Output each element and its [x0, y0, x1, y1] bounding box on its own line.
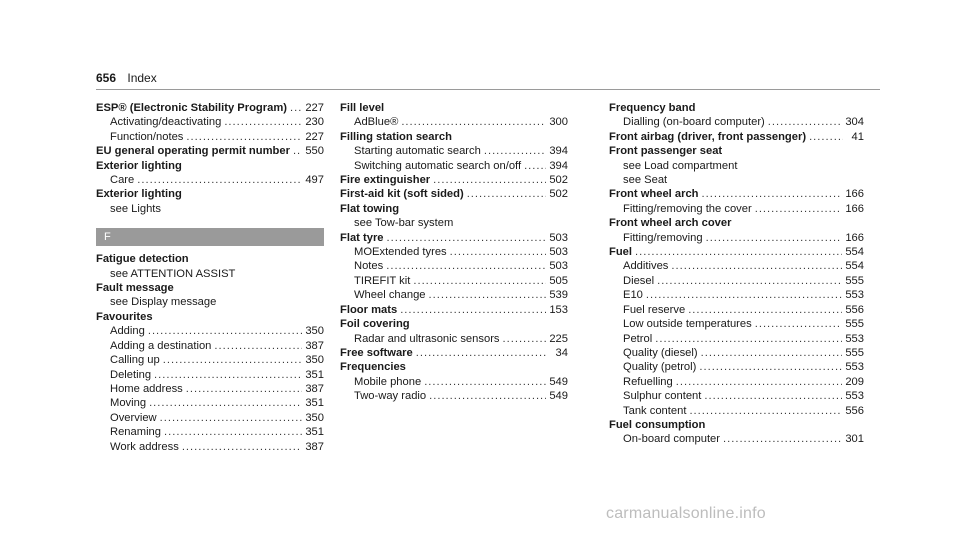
index-entry [340, 187, 568, 201]
page-title: Index [127, 71, 157, 85]
index-subentry [96, 368, 324, 382]
page-ref: 539 [549, 289, 568, 302]
index-entry [96, 310, 324, 324]
entry-text: Home address [110, 382, 183, 395]
entry-text: Tank content [623, 404, 687, 417]
page-ref: 505 [549, 274, 568, 287]
index-subentry [609, 360, 864, 374]
page-ref: 350 [305, 411, 324, 424]
index-entry [340, 303, 568, 317]
dot-leader [701, 346, 843, 360]
dot-leader [657, 274, 842, 288]
entry-text: see Load compartment [623, 159, 738, 172]
dot-leader [164, 425, 302, 439]
page-number: 656 [96, 71, 117, 85]
page-ref: 227 [305, 130, 324, 143]
dot-leader [149, 396, 302, 410]
entry-text: Sulphur content [623, 390, 702, 403]
dot-leader [160, 411, 303, 425]
index-subentry [96, 324, 324, 338]
index-subentry [340, 216, 568, 230]
page-ref: 230 [305, 116, 324, 129]
page-ref: 34 [555, 346, 568, 359]
dot-leader [400, 303, 546, 317]
dot-leader [809, 130, 843, 144]
dot-leader [429, 389, 546, 403]
index-subentry [609, 303, 864, 317]
index-entry [340, 130, 568, 144]
entry-text: Front wheel arch cover [609, 217, 732, 230]
index-subentry [609, 202, 864, 216]
index-subentry [96, 339, 324, 353]
entry-text: Additives [623, 260, 669, 273]
index-subentry [340, 274, 568, 288]
entry-text: Fuel consumption [609, 418, 706, 431]
entry-text: Exterior lighting [96, 188, 182, 201]
page-ref: 351 [305, 426, 324, 439]
page-ref: 554 [845, 246, 864, 259]
page-ref: 497 [305, 174, 324, 187]
entry-text: see ATTENTION ASSIST [110, 267, 236, 280]
dot-leader [154, 368, 302, 382]
index-subentry [340, 144, 568, 158]
index-subentry [609, 288, 864, 302]
entry-text: Function/notes [110, 130, 184, 143]
dot-leader [768, 115, 843, 129]
entry-text: ESP® (Electronic Stability Program) [96, 102, 288, 114]
page-ref: 553 [845, 361, 864, 374]
dot-leader [503, 332, 547, 346]
index-entry [609, 144, 864, 158]
dot-leader [182, 440, 303, 454]
entry-text: Adding a destination [110, 339, 212, 352]
entry-text: Front wheel arch [609, 188, 699, 201]
page-ref: 350 [305, 325, 324, 338]
dot-leader [186, 130, 302, 144]
dot-leader [699, 360, 842, 374]
entry-text: Fuel reserve [623, 303, 686, 316]
entry-text: Deleting [110, 368, 152, 381]
dot-leader [689, 404, 842, 418]
dot-leader [429, 288, 547, 302]
entry-text: Quality (diesel) [623, 346, 698, 359]
index-subentry [96, 115, 324, 129]
page-ref: 549 [549, 390, 568, 403]
entry-text: Diesel [623, 274, 655, 287]
entry-text: Fill level [340, 102, 385, 114]
entry-text: On-board computer [623, 433, 721, 446]
page-ref: 394 [549, 145, 568, 158]
index-subentry [340, 115, 568, 129]
entry-text: Frequencies [340, 361, 406, 374]
index-subentry [609, 404, 864, 418]
dot-leader [186, 382, 303, 396]
index-entry [340, 202, 568, 216]
dot-leader [416, 346, 547, 360]
page-ref: 351 [305, 368, 324, 381]
index-entry [96, 187, 324, 201]
entry-text: Filling station search [340, 130, 452, 143]
page-ref: 387 [305, 440, 324, 453]
entry-text: First-aid kit (soft sided) [340, 188, 464, 201]
index-subentry [609, 317, 864, 331]
page-ref: 209 [845, 375, 864, 388]
index-entry [340, 360, 568, 374]
entry-text: Fitting/removing the cover [623, 202, 752, 215]
index-subentry [609, 173, 864, 187]
page-ref: 555 [845, 318, 864, 331]
entry-text: Work address [110, 440, 179, 453]
index-subentry [609, 231, 864, 245]
entry-text: Activating/deactivating [110, 116, 222, 129]
index-entry [96, 101, 324, 115]
index-entry [96, 281, 324, 295]
page-ref: 555 [845, 274, 864, 287]
page-ref: 301 [845, 433, 864, 446]
entry-text: Moving [110, 397, 147, 410]
index-subentry [340, 288, 568, 302]
index-subentry [340, 259, 568, 273]
section-header: F [96, 228, 324, 246]
entry-text: Flat tyre [340, 231, 384, 244]
index-subentry [609, 159, 864, 173]
entry-text: Switching automatic search on/off [354, 159, 522, 172]
dot-leader [214, 339, 302, 353]
entry-text: Frequency band [609, 102, 696, 114]
entry-text: Front airbag (driver, front passenger) [609, 130, 807, 143]
entry-text: TIREFIT kit [354, 274, 411, 287]
entry-text: Favourites [96, 310, 153, 323]
dot-leader [433, 173, 546, 187]
dot-leader [706, 231, 843, 245]
dot-leader [676, 375, 843, 389]
index-subentry [96, 202, 324, 216]
index-subentry [96, 267, 324, 281]
page-ref: 394 [549, 159, 568, 172]
index-entry [609, 101, 864, 115]
page-ref: 387 [305, 339, 324, 352]
index-entry [96, 144, 324, 158]
entry-text: Low outside temperatures [623, 318, 752, 331]
entry-text: Starting automatic search [354, 145, 481, 158]
dot-leader [401, 115, 546, 129]
page-ref: 503 [549, 231, 568, 244]
index-subentry [609, 346, 864, 360]
dot-leader [137, 173, 302, 187]
entry-text: see Seat [623, 174, 668, 187]
index-entry [340, 317, 568, 331]
entry-text: see Display message [110, 296, 217, 309]
dot-leader [704, 389, 842, 403]
index-entry [340, 346, 568, 360]
dot-leader [293, 144, 302, 158]
index-subentry [96, 173, 324, 187]
entry-text: Fault message [96, 282, 174, 295]
index-subentry [340, 332, 568, 346]
index-subentry [96, 396, 324, 410]
index-subentry [96, 411, 324, 425]
entry-text: Fire extinguisher [340, 174, 431, 187]
entry-text: Petrol [623, 332, 653, 345]
entry-text: see Tow-bar system [354, 217, 454, 230]
index-subentry [96, 425, 324, 439]
page-ref: 549 [549, 375, 568, 388]
dot-leader [386, 259, 546, 273]
dot-leader [224, 115, 302, 129]
entry-text: Radar and ultrasonic sensors [354, 332, 500, 345]
index-entry [96, 252, 324, 266]
page-ref: 225 [549, 332, 568, 345]
dot-leader [755, 317, 843, 331]
index-subentry [96, 353, 324, 367]
dot-leader [413, 274, 546, 288]
header-rule [96, 89, 880, 90]
dot-leader [290, 101, 302, 115]
watermark-text: carmanualsonline.info [606, 505, 766, 522]
page-ref: 502 [549, 188, 568, 201]
page-ref: 550 [305, 145, 324, 158]
entry-text: Fitting/removing [623, 231, 703, 244]
page-ref: 351 [305, 397, 324, 410]
entry-text: Flat towing [340, 202, 400, 215]
index-column-3 [609, 101, 864, 447]
index-subentry [609, 375, 864, 389]
index-subentry [96, 440, 324, 454]
index-subentry [609, 389, 864, 403]
dot-leader [163, 353, 303, 367]
index-subentry [609, 259, 864, 273]
page-ref: 553 [845, 289, 864, 302]
entry-text: Front passenger seat [609, 145, 723, 158]
page-ref: 556 [845, 303, 864, 316]
entry-text: Renaming [110, 426, 161, 439]
index-entry [609, 216, 864, 230]
page-ref: 227 [305, 102, 324, 114]
page-ref: 304 [845, 116, 864, 129]
dot-leader [424, 375, 546, 389]
entry-text: Wheel change [354, 289, 426, 302]
page-ref: 553 [845, 390, 864, 403]
dot-leader [646, 288, 842, 302]
page-ref: 503 [549, 246, 568, 259]
index-entry [340, 231, 568, 245]
dot-leader [723, 432, 842, 446]
dot-leader [635, 245, 842, 259]
entry-text: AdBlue® [354, 116, 399, 129]
dot-leader [387, 231, 547, 245]
entry-text: Refuelling [623, 375, 673, 388]
entry-text: Adding [110, 325, 145, 338]
page-ref: 554 [845, 260, 864, 273]
entry-text: EU general operating permit number [96, 145, 290, 158]
index-column-2 [340, 101, 568, 404]
page-ref: 41 [851, 130, 864, 143]
page-ref: 553 [845, 332, 864, 345]
page-ref: 300 [549, 116, 568, 129]
index-subentry [340, 389, 568, 403]
index-subentry [609, 115, 864, 129]
dot-leader [524, 159, 546, 173]
index-subentry [340, 245, 568, 259]
page-ref: 350 [305, 354, 324, 367]
entry-text: Exterior lighting [96, 159, 182, 172]
dot-leader [467, 187, 547, 201]
index-entry [609, 245, 864, 259]
entry-text: Dialling (on-board computer) [623, 116, 765, 129]
index-entry [609, 130, 864, 144]
entry-text: E10 [623, 289, 643, 302]
index-subentry [340, 159, 568, 173]
index-entry [609, 418, 864, 432]
index-subentry [609, 274, 864, 288]
index-entry [340, 101, 568, 115]
dot-leader [671, 259, 842, 273]
entry-text: Mobile phone [354, 375, 422, 388]
page-ref: 556 [845, 404, 864, 417]
dot-leader [688, 303, 842, 317]
dot-leader [484, 144, 546, 158]
page-ref: 502 [549, 174, 568, 187]
dot-leader [755, 202, 843, 216]
page-ref: 387 [305, 382, 324, 395]
index-subentry [96, 295, 324, 309]
index-subentry [96, 130, 324, 144]
entry-text: Overview [110, 411, 157, 424]
page-ref: 166 [845, 202, 864, 215]
index-subentry [96, 382, 324, 396]
entry-text: Two-way radio [354, 390, 427, 403]
dot-leader [148, 324, 302, 338]
entry-text: Quality (petrol) [623, 361, 697, 374]
page-ref: 153 [549, 303, 568, 316]
page-ref: 166 [845, 188, 864, 201]
entry-text: Foil covering [340, 318, 410, 331]
entry-text: Calling up [110, 354, 160, 367]
page-ref: 166 [845, 231, 864, 244]
entry-text: Floor mats [340, 303, 398, 316]
entry-text: MOExtended tyres [354, 246, 447, 259]
index-subentry [609, 432, 864, 446]
page-ref: 503 [549, 260, 568, 273]
dot-leader [655, 332, 842, 346]
index-entry [96, 159, 324, 173]
entry-text: Fatigue detection [96, 253, 189, 266]
page-header [96, 71, 157, 85]
dot-leader [702, 187, 843, 201]
index-entry [609, 187, 864, 201]
entry-text: Care [110, 174, 135, 187]
index-entry [340, 173, 568, 187]
dot-leader [450, 245, 547, 259]
entry-text: see Lights [110, 202, 161, 215]
entry-text: Free software [340, 346, 413, 359]
index-subentry [609, 332, 864, 346]
page-ref: 555 [845, 346, 864, 359]
entry-text: Notes [354, 260, 384, 273]
index-subentry [340, 375, 568, 389]
entry-text: Fuel [609, 246, 632, 259]
index-column-1 [96, 101, 324, 454]
